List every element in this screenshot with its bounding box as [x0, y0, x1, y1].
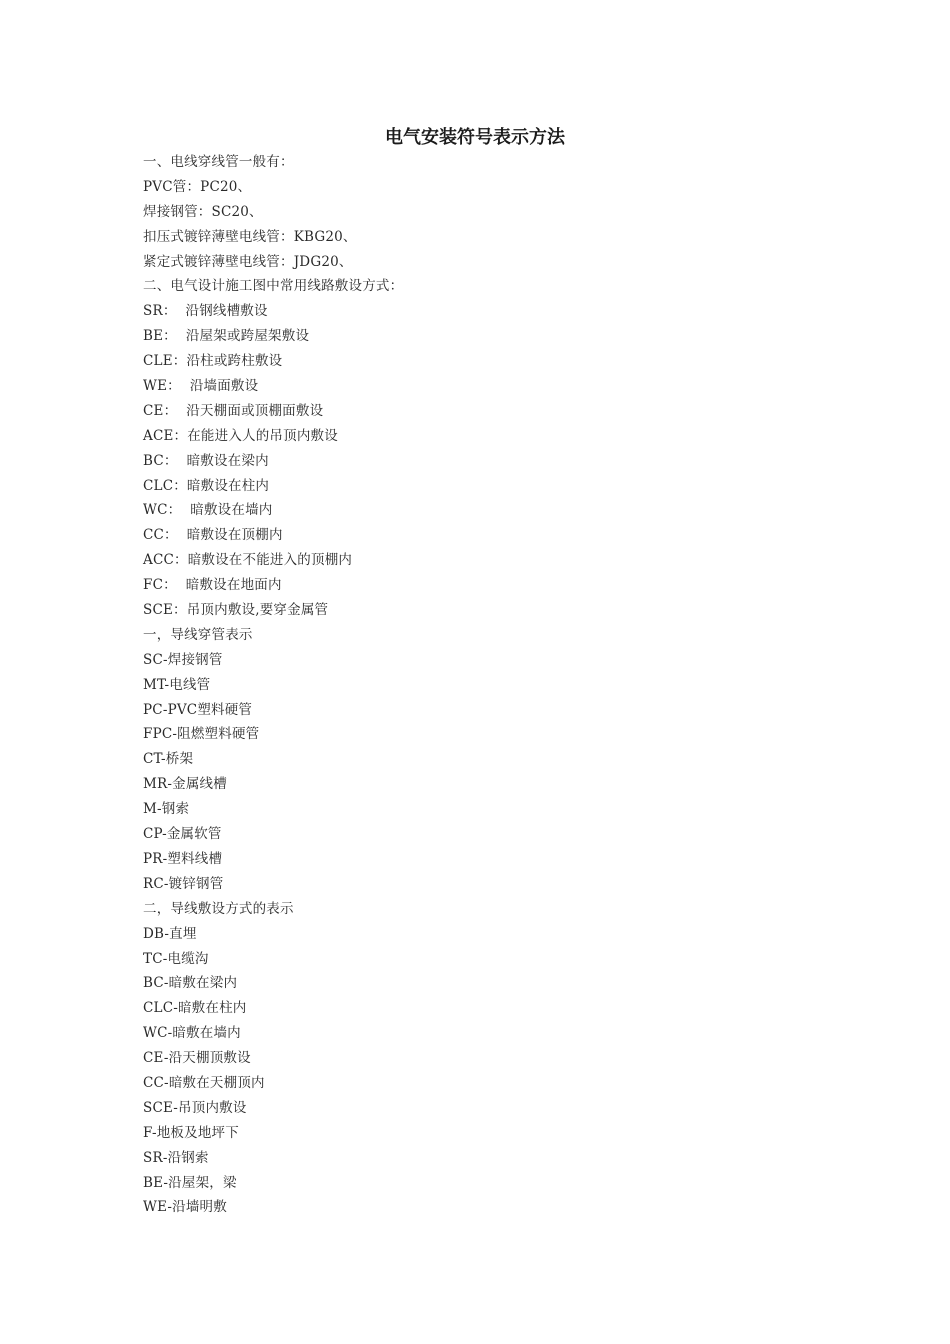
text-line: 一、电线穿线管一般有：: [143, 154, 294, 170]
text-line: BE-沿屋架，梁: [143, 1174, 237, 1191]
text-line: SC-焊接钢管: [143, 651, 223, 668]
text-line: PC-PVC塑料硬管: [143, 701, 253, 718]
text-line: M-钢索: [143, 801, 190, 818]
text-line: CLE：沿柱或跨柱敷设: [143, 353, 283, 370]
text-line: CP-金属软管: [143, 826, 222, 843]
text-line: SR： 沿钢线槽敷设: [143, 303, 268, 320]
text-line: 紧定式镀锌薄壁电线管：JDG20、: [143, 253, 353, 270]
text-line: MR-金属线槽: [143, 776, 227, 793]
text-line: FC： 暗敷设在地面内: [143, 577, 282, 594]
text-line: 二、电气设计施工图中常用线路敷设方式：: [143, 278, 404, 295]
document-title: 电气安装符号表示方法: [385, 127, 565, 148]
text-line: BC-暗敷在梁内: [143, 975, 238, 992]
text-line: FPC-阻燃塑料硬管: [143, 726, 260, 743]
text-line: WC-暗敷在墙内: [143, 1025, 241, 1042]
text-line: MT-电线管: [143, 676, 211, 693]
text-line: WE-沿墙明敷: [143, 1199, 227, 1216]
text-line: 二，导线敷设方式的表示: [143, 900, 294, 917]
text-line: CE-沿天棚顶敷设: [143, 1050, 251, 1067]
text-line: 焊接钢管：SC20、: [143, 203, 263, 220]
text-line: BE： 沿屋架或跨屋架敷设: [143, 328, 310, 345]
text-line: SCE-吊顶内敷设: [143, 1099, 247, 1116]
text-line: PR-塑料线槽: [143, 850, 223, 867]
text-line: CLC：暗敷设在柱内: [143, 477, 270, 494]
text-line: CE： 沿天棚面或顶棚面敷设: [143, 402, 324, 419]
text-line: SR-沿钢索: [143, 1149, 209, 1166]
text-line: CC-暗敷在天棚顶内: [143, 1074, 265, 1091]
text-line: F-地板及地坪下: [143, 1124, 239, 1141]
text-line: DB-直埋: [143, 925, 197, 942]
document-body: [143, 150, 403, 1220]
text-line: SCE：吊顶内敷设,要穿金属管: [143, 602, 329, 619]
text-line: ACE：在能进入人的吊顶内敷设: [143, 427, 338, 444]
text-line: CT-桥架: [143, 751, 194, 768]
text-line: ACC：暗敷设在不能进入的顶棚内: [143, 552, 353, 569]
text-line: BC： 暗敷设在梁内: [143, 452, 269, 469]
text-line: CLC-暗敷在柱内: [143, 1000, 247, 1017]
text-line: WC： 暗敷设在墙内: [143, 502, 273, 519]
text-line: RC-镀锌钢管: [143, 875, 224, 892]
text-line: PVC管：PC20、: [143, 178, 252, 195]
text-line: WE： 沿墙面敷设: [143, 378, 259, 395]
text-line: TC-电缆沟: [143, 950, 209, 967]
text-line: CC： 暗敷设在顶棚内: [143, 527, 283, 544]
text-line: 一，导线穿管表示: [143, 626, 253, 643]
text-line: 扣压式镀锌薄壁电线管：KBG20、: [143, 228, 357, 245]
